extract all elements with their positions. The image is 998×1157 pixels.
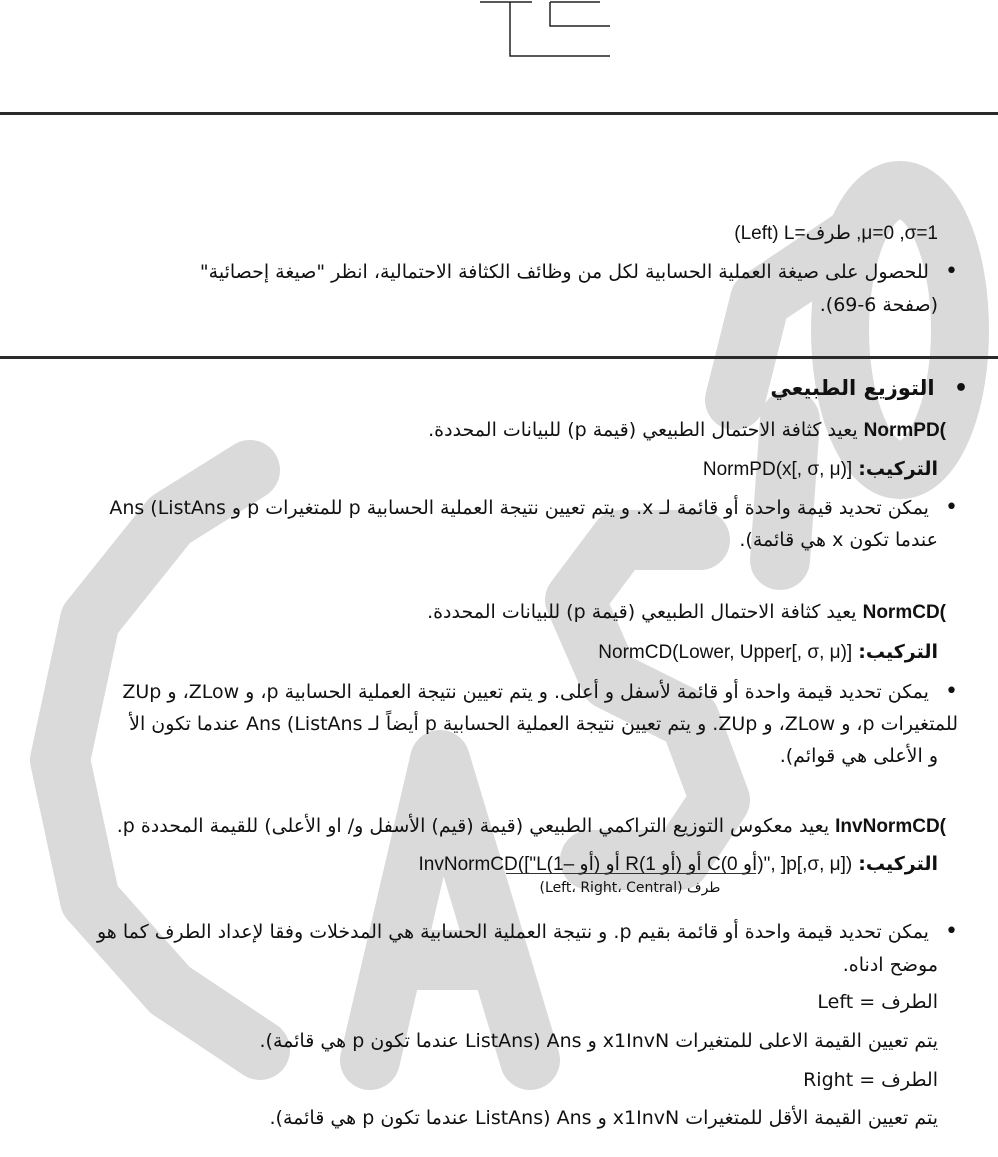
tail-right-label: الطرف = Right [803, 1069, 938, 1091]
normpd-syntax: التركيب: NormPD(x[, σ, μ)] [702, 458, 938, 480]
normcd-syntax: التركيب: NormCD(Lower, Upper[, σ, μ)] [598, 641, 938, 663]
tail-left-label: الطرف = Left [817, 991, 938, 1013]
normpd-bullet: • يمكن تحديد قيمة واحدة أو قائمة لـ x. و يتم تعيين نتيجة العملية الحسابية p للمتغيرات p و Ans (ListAns [109, 494, 958, 522]
divider-middle [0, 356, 998, 359]
divider-top [0, 112, 998, 115]
normpd-heading: NormPD( يعيد كثافة الاحتمال الطبيعي (قيمة p) للبيانات المحددة. [428, 419, 946, 441]
normcd-bullet-cont2: و الأعلى هي قوائم). [779, 745, 938, 767]
invnormcd-bullet: • يمكن تحديد قيمة واحدة أو قائمة بقيم p. و نتيجة العملية الحسابية هي المدخلات وفقا لإعداد الطرف كما هو [97, 918, 958, 946]
invnormcd-syntax: التركيب: InvNormCD(["L(أو –1) أو R(أو 1) أو C(أو 0)", ]p[,σ, μ]) [418, 853, 938, 875]
tail-brace-label: طرف (Left، Right، Central) [539, 880, 721, 896]
tail-right-desc: يتم تعيين القيمة الأقل للمتغيرات x1InvN و Ans (ListAns عندما تكون p هي قائمة). [269, 1107, 938, 1129]
section-title: • التوزيع الطبيعي [770, 374, 968, 403]
intro-note: • للحصول على صيغة العملية الحسابية لكل من وظائف الكثافة الاحتمالية، انظر "صيغة إحصائية" [200, 258, 958, 286]
tail-left-desc: يتم تعيين القيمة الاعلى للمتغيرات x1InvN و Ans (ListAns عندما تكون p هي قائمة). [259, 1030, 938, 1052]
intro-note-page: (صفحة 6-69). [819, 294, 938, 316]
invnormcd-bullet-cont: موضح ادناه. [842, 954, 938, 976]
invnormcd-heading: InvNormCD( يعيد معكوس التوزيع التراكمي الطبيعي (قيمة (قيم) الأسفل و/ او الأعلى) للقيمة المحددة p. [116, 815, 946, 837]
bracket-diagram [470, 0, 620, 60]
normcd-bullet: • يمكن تحديد قيمة واحدة أو قائمة لأسفل و أعلى. و يتم تعيين نتيجة العملية الحسابية p، و ZLow، و ZUp [122, 678, 958, 706]
normcd-bullet-cont: للمتغيرات p، و ZLow، و ZUp. و يتم تعيين نتيجة العملية الحسابية p أيضاً لـ Ans (ListAns عندما تكون الأ [129, 713, 958, 735]
normpd-bullet-cont: عندما تكون x هي قائمة). [739, 529, 938, 551]
normcd-heading: NormCD( يعيد كثافة الاحتمال الطبيعي (قيمة p) للبيانات المحددة. [427, 601, 946, 623]
intro-defaults: (Left) L=طرف ,μ=0 ,σ=1 [734, 223, 938, 244]
